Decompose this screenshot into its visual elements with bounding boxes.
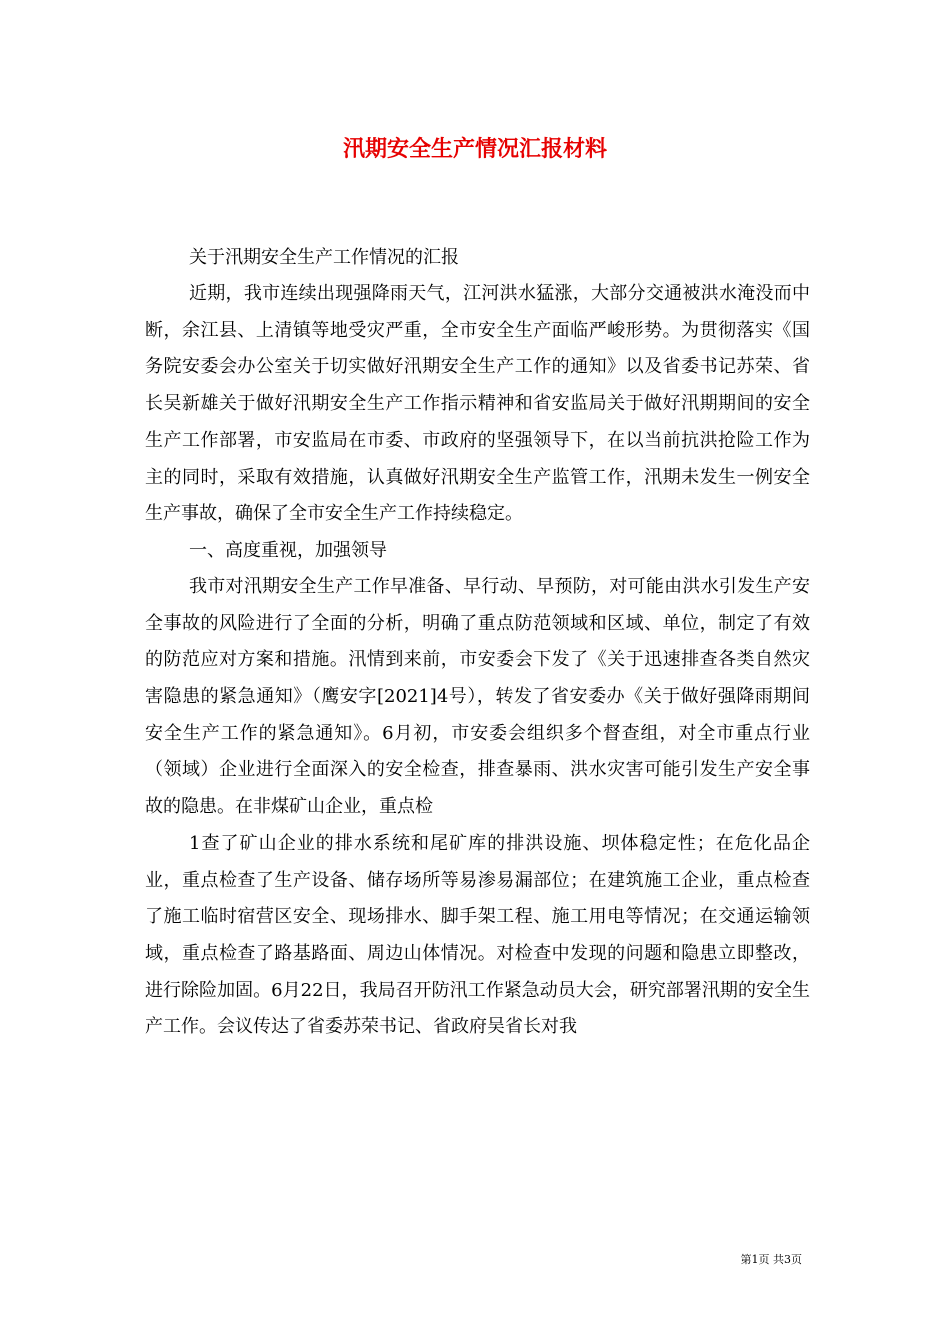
section-one-paragraph-continued: 1查了矿山企业的排水系统和尾矿库的排洪设施、坝体稳定性；在危化品企业，重点检查了生产设备、储存场所等易渗易漏部位；在建筑施工企业，重点检查了施工临时宿营区安全、现场排水、脚手架工程、施工用电等情况；在交通运输领域，重点检查了路基路面、周边山体情况。对检查中发现的问题和隐患立即整改，进行除险加固。6月22日，我局召开防汛工作紧急动员大会，研究部署汛期的安全生产工作。会议传达了省委苏荣书记、省政府吴省长对我 [145, 832, 810, 1038]
document-body [145, 240, 810, 1046]
section-one-paragraph: 我市对汛期安全生产工作早准备、早行动、早预防，对可能由洪水引发生产安全事故的风险进行了全面的分析，明确了重点防范领域和区域、单位，制定了有效的防范应对方案和措施。汛情到来前，市安委会下发了《关于迅速排查各类自然灾害隐患的紧急通知》（鹰安字[2021]4号），转发了省安委办《关于做好强降雨期间安全生产工作的紧急通知》。6月初，市安委会组织多个督查组，对全市重点行业（领域）企业进行全面深入的安全检查，排查暴雨、洪水灾害可能引发生产安全事故的隐患。在非煤矿山企业，重点检 [145, 575, 810, 818]
section-one-heading: 一、高度重视，加强领导 [189, 539, 387, 561]
intro-paragraph: 近期，我市连续出现强降雨天气，江河洪水猛涨，大部分交通被洪水淹没而中断，余江县、上清镇等地受灾严重，全市安全生产面临严峻形势。为贯彻落实《国务院安委会办公室关于切实做好汛期安全生产工作的通知》以及省委书记苏荣、省长吴新雄关于做好汛期安全生产工作指示精神和省安监局关于做好汛期期间的安全生产工作部署，市安监局在市委、市政府的坚强领导下，在以当前抗洪抢险工作为主的同时，采取有效措施，认真做好汛期安全生产监管工作，汛期未发生一例安全生产事故，确保了全市安全生产工作持续稳定。 [145, 283, 810, 525]
report-subheading: 关于汛期安全生产工作情况的汇报 [189, 247, 459, 268]
page-title: 汛期安全生产情况汇报材料 [342, 136, 607, 162]
page-number-footer: 第1页 共3页 [740, 1253, 802, 1266]
